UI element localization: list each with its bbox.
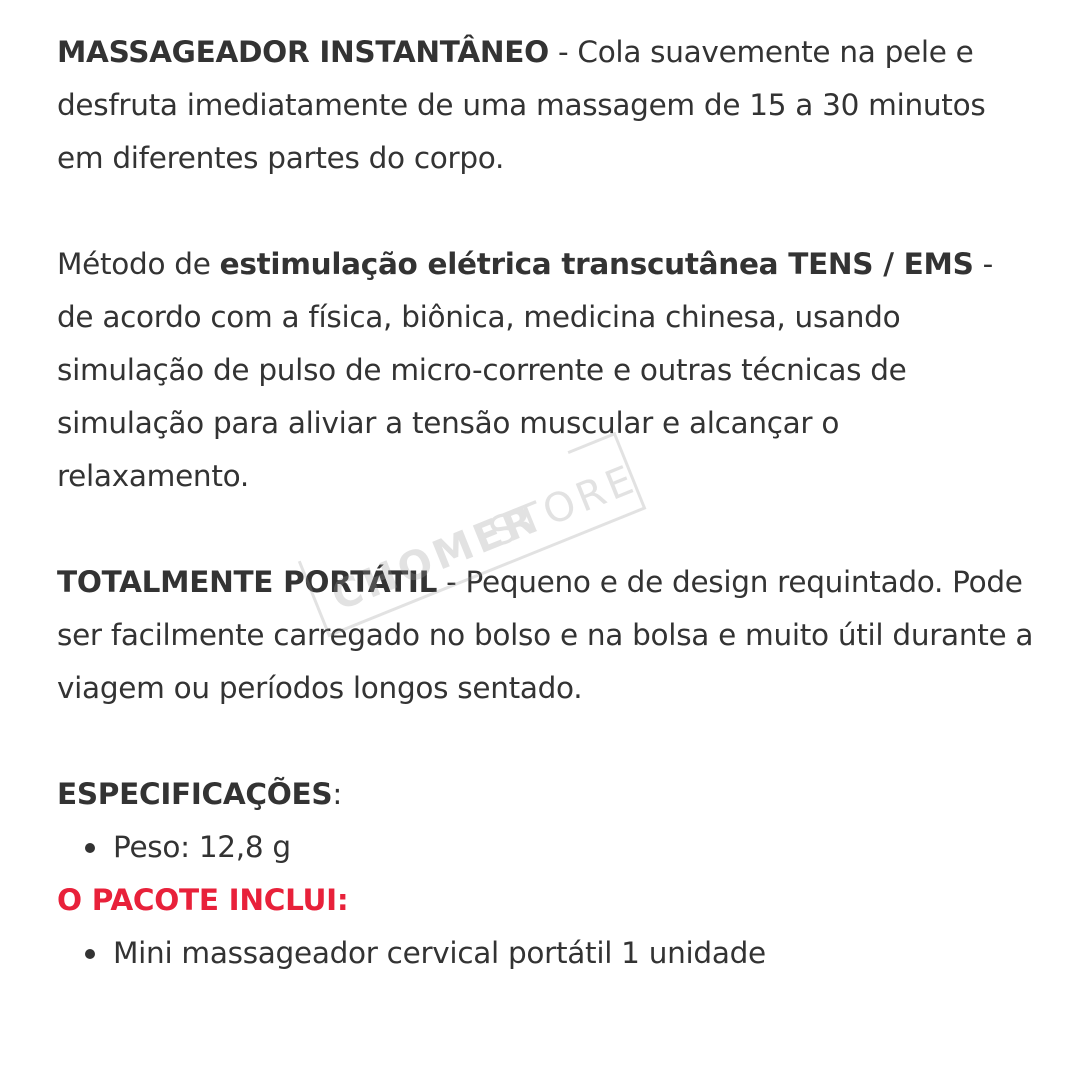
specs-item-text: Peso: 12,8 g [113,830,291,864]
portable-paragraph [57,556,1037,715]
spacer [57,185,1037,238]
bullet-icon [85,949,95,959]
method-prefix: Método de [57,247,220,281]
bullet-icon [85,843,95,853]
package-list [57,927,1037,980]
method-text: - de acordo com a física, biônica, medicina chinesa, usando simulação de pulso de micro-corrente e outras técnicas de simulação para aliviar a tensão muscular e alcançar o relaxamento. [57,247,993,493]
portable-title: TOTALMENTE PORTÁTIL [57,565,438,599]
list-item [57,821,1037,874]
spacer [57,715,1037,768]
product-description [57,26,1037,980]
intro-paragraph [57,26,1037,185]
portable-text: - Pequeno e de design requintado. Pode ser facilmente carregado no bolso e na bolsa e muito útil durante a viagem ou períodos longos sentado. [57,565,1034,705]
spacer [57,503,1037,556]
specs-colon: : [332,777,342,811]
package-heading: O PACOTE INCLUI: [57,883,349,917]
package-item-text: Mini massageador cervical portátil 1 unidade [113,936,766,970]
intro-title: MASSAGEADOR INSTANTÂNEO [57,35,549,69]
specs-heading [57,768,1037,821]
specs-title: ESPECIFICAÇÕES [57,777,333,811]
list-item [57,927,1037,980]
intro-text: - Cola suavemente na pele e desfruta imediatamente de uma massagem de 15 a 30 minutos em diferentes partes do corpo. [57,35,986,175]
watermark-brand-light: STORE [482,456,644,557]
method-paragraph [57,238,1037,503]
method-bold: estimulação elétrica transcutânea TENS / EMS [219,247,974,281]
watermark-brand-bold: CHOMER [325,495,546,621]
specs-list [57,821,1037,874]
